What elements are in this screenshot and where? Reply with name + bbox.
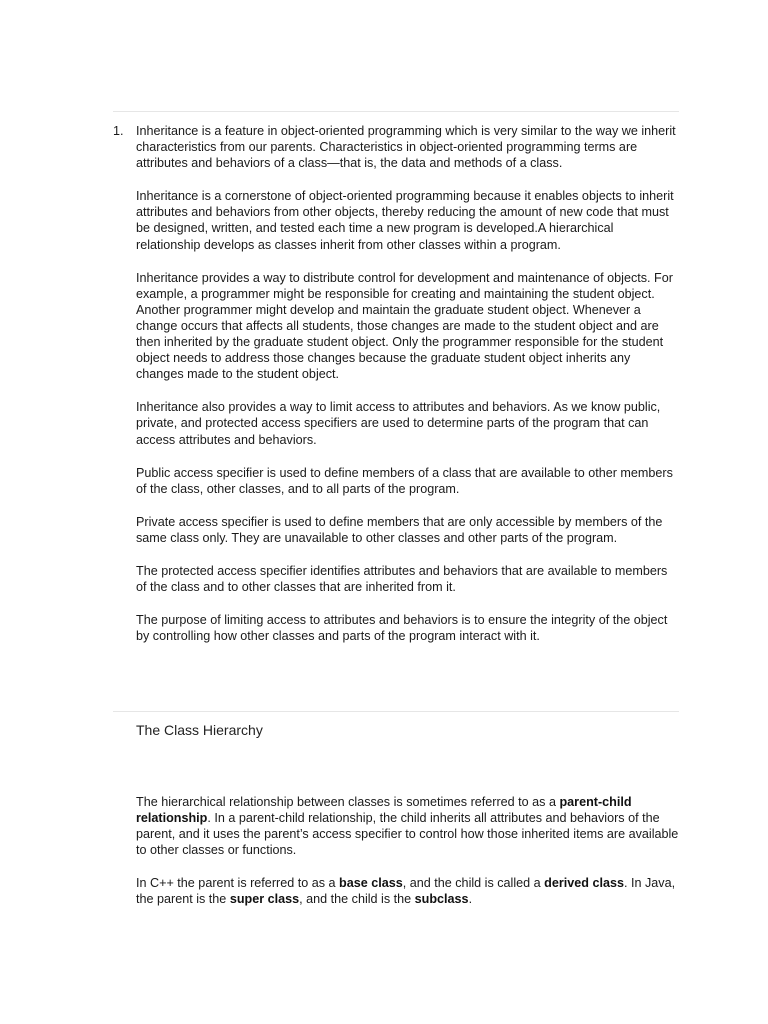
- bold-term-derived-class: derived class: [544, 876, 624, 891]
- text-run: The hierarchical relationship between classes is sometimes referred to as a: [136, 795, 560, 809]
- text-run: , and the child is the: [299, 892, 415, 907]
- paragraph-public-specifier: Public access specifier is used to define members of a class that are available to other members of the class, other classes, and to all parts of the program.: [136, 465, 673, 496]
- paragraph-protected-specifier: The protected access specifier identifies attributes and behaviors that are available to members of the class and to other classes that are inherited from it.: [136, 563, 668, 595]
- text-run: . In a parent-child relationship, the child inherits all attributes and behaviors of the parent, and it uses the parent’s access specifier to control how those inherited items are available to other classes or functions.: [136, 811, 679, 858]
- section-divider: [113, 711, 679, 712]
- paragraph-inheritance-definition: Inheritance is a feature in object-oriented programming which is very similar to the way we inherit characteristics from our parents. Characteristics in object-oriented programming terms are attributes and behaviors of a class—that is, the data and methods of a class.: [136, 124, 676, 171]
- text-run: . In Java, the parent is the: [136, 876, 676, 907]
- bold-term-parent-child: parent-child relationship: [136, 795, 632, 826]
- paragraph-limit-access: Inheritance also provides a way to limit access to attributes and behaviors. As we know public, private, and protected access specifiers are used to determine parts of the program that can access attributes and behaviors.: [136, 400, 661, 447]
- section-heading: The Class Hierarchy: [136, 722, 263, 738]
- bold-term-super-class: super class: [229, 892, 300, 907]
- section-body: [136, 794, 679, 908]
- paragraph-private-specifier: Private access specifier is used to define members that are only accessible by members of the same class only. They are unavailable to other classes and other parts of the program.: [136, 514, 663, 545]
- paragraph-class-terms: [136, 875, 679, 907]
- text-run: , and the child is called a: [402, 876, 545, 891]
- paragraph-parent-child: [136, 794, 679, 858]
- paragraph-purpose-limiting-access: The purpose of limiting access to attributes and behaviors is to ensure the integrity of the object by controlling how other classes and parts of the program interact with it.: [136, 613, 668, 644]
- list-number: 1.: [113, 124, 124, 138]
- paragraph-inheritance-cornerstone: Inheritance is a cornerstone of object-oriented programming because it enables objects to inherit attributes and behaviors from other objects, thereby reducing the amount of new code that must be designed, written, and tested each time a new program is developed.A hierarchical relationship develops as classes inherit from other classes within a program.: [136, 189, 674, 252]
- text-run: .: [468, 892, 473, 907]
- bold-term-base-class: base class: [339, 876, 403, 891]
- bold-term-subclass: subclass: [414, 892, 469, 907]
- top-divider: [113, 111, 679, 112]
- paragraph-distribute-control: Inheritance provides a way to distribute control for development and maintenance of objects. For example, a programmer might be responsible for creating and maintaining the student object. Another programmer might develop and maintain the graduate student object. Whenever a change occurs that affects all students, those changes are made to the student object and are then inherited by the graduate student object. Only the programmer responsible for the student object needs to address those changes because the graduate student object inherits any changes made to the student object.: [136, 270, 673, 382]
- text-run: In C++ the parent is referred to as a: [136, 876, 340, 891]
- list-item: [113, 123, 679, 644]
- numbered-list: [113, 123, 679, 644]
- list-item-body: [136, 123, 679, 644]
